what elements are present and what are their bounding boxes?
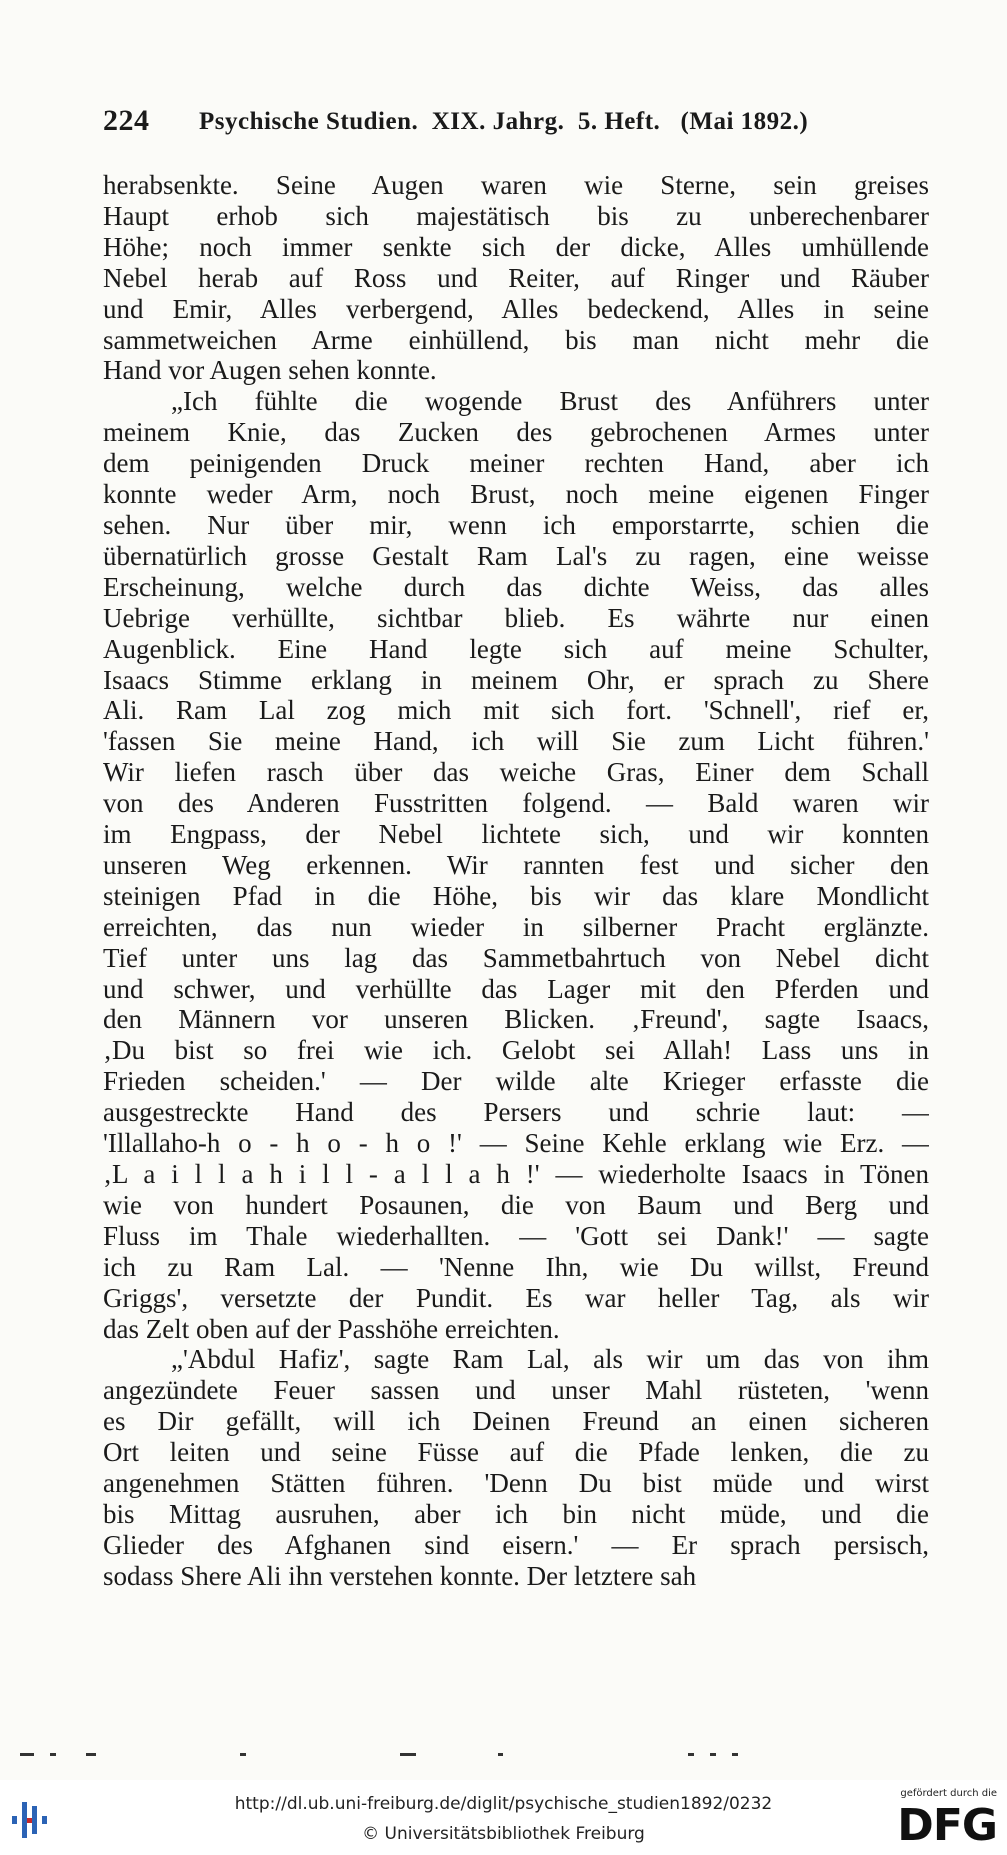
text-line: wie von hundert Posaunen, die von Baum und Berg und: [103, 1189, 929, 1220]
text-line: Höhe; noch immer senkte sich der dicke, Alles umhüllende: [103, 231, 929, 262]
text-line: bis Mittag ausruhen, aber ich bin nicht müde, und die: [103, 1498, 929, 1529]
text-line: steinigen Pfad in die Höhe, bis wir das klare Mondlicht: [103, 880, 929, 911]
text-line: unseren Weg erkennen. Wir rannten fest und sicher den: [103, 849, 929, 880]
dfg-wordmark: DFG: [897, 1800, 997, 1851]
page-number: 224: [103, 104, 150, 137]
journal-title: Psychische Studien. XIX. Jahrg. 5. Heft. (Mai 1892.): [199, 108, 809, 135]
text-line: Fluss im Thale wiederhallten. — 'Gott sei Dank!' — sagte: [103, 1220, 929, 1251]
text-line: Griggs', versetzte der Pundit. Es war heller Tag, als wir: [103, 1282, 929, 1313]
text-line: Uebrige verhüllte, sichtbar blieb. Es währte nur einen: [103, 602, 929, 633]
text-line: Augenblick. Eine Hand legte sich auf meine Schulter,: [103, 633, 929, 664]
running-header: [103, 104, 883, 144]
text-line: Haupt erhob sich majestätisch bis zu unberechenbarer: [103, 200, 929, 231]
text-line: Hand vor Augen sehen konnte.: [103, 355, 437, 386]
text-line: sammetweichen Arme einhüllend, bis man nicht mehr die: [103, 324, 929, 355]
text-line: dem peinigenden Druck meiner rechten Hand, aber ich: [103, 448, 929, 479]
text-line: „Ich fühlte die wogende Brust des Anführers unter: [171, 386, 929, 417]
text-line: es Dir gefällt, will ich Deinen Freund an einen sicheren: [103, 1406, 929, 1437]
text-line: und schwer, und verhüllte das Lager mit den Pferden und: [103, 973, 929, 1004]
dfg-funding-caption: gefördert durch die: [900, 1788, 997, 1799]
text-line: angezündete Feuer sassen und unser Mahl rüsteten, 'wenn: [103, 1375, 929, 1406]
source-url[interactable]: http://dl.ub.uni-freiburg.de/diglit/psychische_studien1892/0232: [234, 1794, 773, 1814]
text-line: Erscheinung, welche durch das dichte Weiss, das alles: [103, 571, 929, 602]
text-line: Frieden scheiden.' — Der wilde alte Krieger erfasste die: [103, 1066, 929, 1097]
text-line: „'Abdul Hafiz', sagte Ram Lal, als wir um das von ihm: [171, 1344, 929, 1375]
text-line: Isaacs Stimme erklang in meinem Ohr, er sprach zu Shere: [103, 664, 929, 695]
text-line: Ali. Ram Lal zog mich mit sich fort. 'Schnell', rief er,: [103, 695, 929, 726]
text-line: von des Anderen Fusstritten folgend. — Bald waren wir: [103, 788, 929, 819]
scan-artifacts: [20, 1745, 920, 1765]
digitization-footer: [0, 1780, 1007, 1855]
text-line: herabsenkte. Seine Augen waren wie Sterne, sein greises: [103, 170, 929, 200]
text-line: ich zu Ram Lal. — 'Nenne Ihn, wie Du willst, Freund: [103, 1251, 929, 1282]
text-line: angenehmen Stätten führen. 'Denn Du bist müde und wirst: [103, 1468, 929, 1499]
copyright-notice: © Universitätsbibliothek Freiburg: [362, 1824, 645, 1844]
text-line: Ort leiten und seine Füsse auf die Pfade lenken, die zu: [103, 1437, 929, 1468]
text-line: das Zelt oben auf der Passhöhe erreichten.: [103, 1313, 560, 1344]
text-line: 'fassen Sie meine Hand, ich will Sie zum Licht führen.': [103, 726, 929, 757]
text-line: ‚L a i l l a h i l l - a l l a h !' — wiederholte Isaacs in Tönen: [103, 1159, 929, 1189]
text-line: sodass Shere Ali ihn verstehen konnte. Der letztere sah: [103, 1560, 697, 1591]
text-line: im Engpass, der Nebel lichtete sich, und wir konnten: [103, 819, 929, 850]
text-line: den Männern vor unseren Blicken. ‚Freund', sagte Isaacs,: [103, 1004, 929, 1035]
text-line: ‚Du bist so frei wie ich. Gelobt sei Allah! Lass uns in: [103, 1035, 929, 1066]
text-line: konnte weder Arm, noch Brust, noch meine eigenen Finger: [103, 479, 929, 510]
text-line: ausgestreckte Hand des Persers und schrie laut: —: [103, 1097, 929, 1128]
text-line: Wir liefen rasch über das weiche Gras, Einer dem Schall: [103, 757, 929, 788]
text-line: meinem Knie, das Zucken des gebrochenen Armes unter: [103, 417, 929, 448]
text-line: sehen. Nur über mir, wenn ich emporstarrte, schien die: [103, 509, 929, 540]
text-line: 'Illallaho-h o - h o - h o !' — Seine Kehle erklang wie Erz. —: [103, 1128, 929, 1159]
text-line: Nebel herab auf Ross und Reiter, auf Ringer und Räuber: [103, 262, 929, 293]
dfg-logo: [891, 1788, 997, 1850]
text-line: und Emir, Alles verbergend, Alles bedeckend, Alles in seine: [103, 293, 929, 324]
text-line: erreichten, das nun wieder in silberner Pracht erglänzte.: [103, 911, 929, 942]
text-line: Glieder des Afghanen sind eisern.' — Er sprach persisch,: [103, 1529, 929, 1560]
text-line: Tief unter uns lag das Sammetbahrtuch von Nebel dicht: [103, 942, 929, 973]
body-text: [103, 170, 929, 1592]
text-line: übernatürlich grosse Gestalt Ram Lal's zu ragen, eine weisse: [103, 540, 929, 571]
